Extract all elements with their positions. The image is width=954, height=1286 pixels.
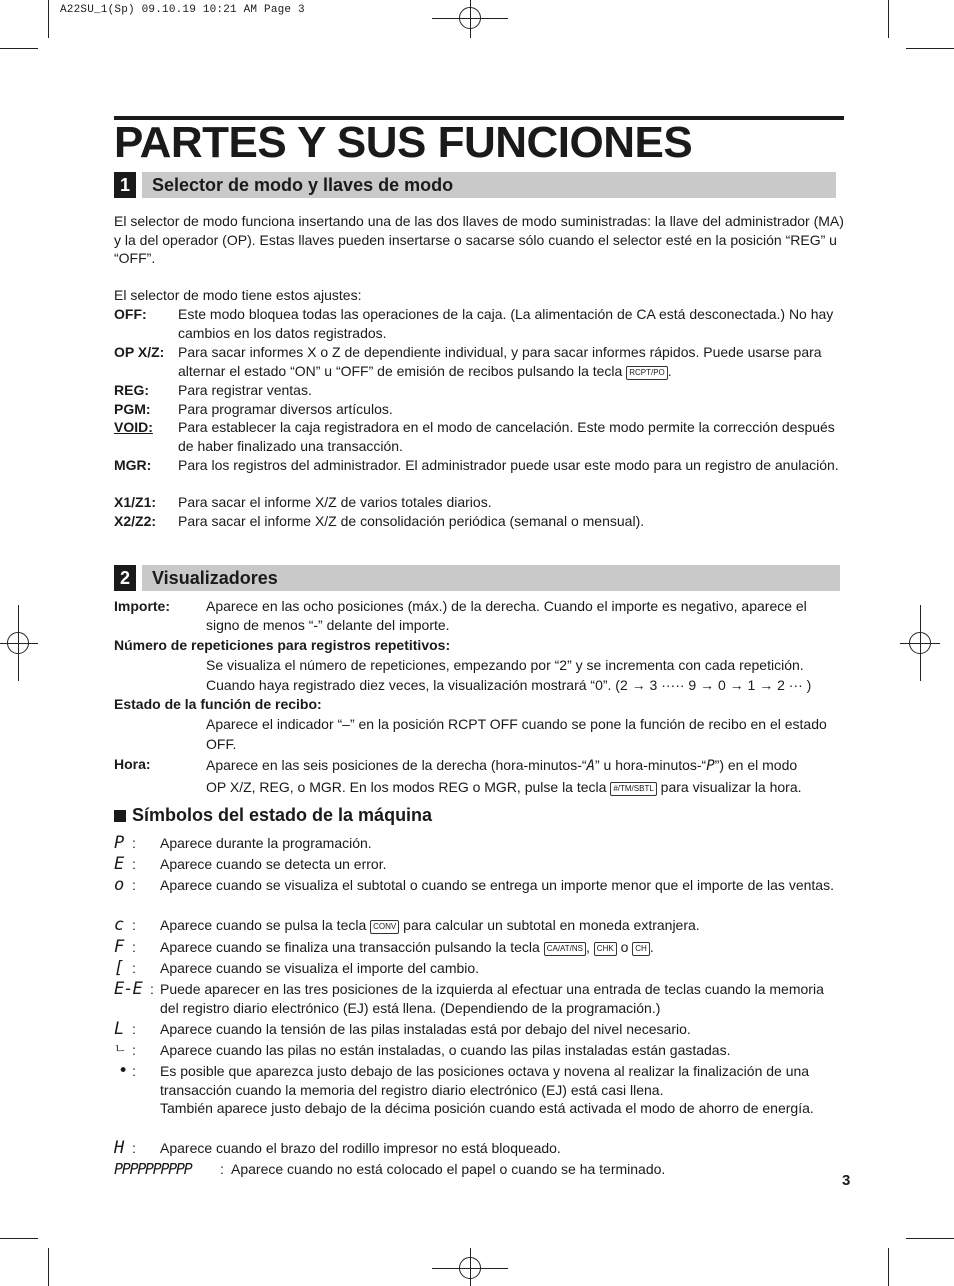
section-1-intro — [114, 212, 846, 268]
symbol-glyph: L — [114, 1019, 125, 1039]
page-title: PARTES Y SUS FUNCIONES — [114, 118, 693, 167]
mode-item-off — [114, 305, 844, 342]
receipt-label: Estado de la función de recibo: — [114, 696, 322, 712]
mode-text: Para programar diversos artículos. — [178, 401, 393, 417]
section-1-number: 1 — [114, 172, 136, 198]
symbol-glyph: [ — [114, 958, 125, 978]
symbol-glyph: c — [114, 915, 125, 935]
symbol-glyph: E-E — [114, 979, 142, 999]
importe-label: Importe: — [114, 598, 170, 614]
repeat-line-1: Se visualiza el número de repeticiones, empezando por “2” y se incrementa con cada repetición. — [206, 657, 804, 673]
mode-label: PGM: — [114, 401, 151, 417]
symbol-item: • : Es posible que aparezca justo debajo de las posiciones octava y novena al realizar la finalización de una transacción cuando la memoria del registro diario electrónico (EJ) está casi llena. También aparece justo debajo de la décima posición cuando está activada el modo de ahorro de energía. — [114, 1062, 844, 1136]
symbol-glyph: P — [114, 833, 125, 853]
importe-text: Aparece en las ocho posiciones (máx.) de la derecha. Cuando el importe es negativo, aparece el signo de menos “-” delante del importe. — [206, 598, 807, 633]
intro-paragraph: El selector de modo funciona insertando una de las dos llaves de modo suministradas: la llave del administrador (MA) y la del operador (OP). Estas llaves pueden insertarse o sacarse sólo cuando el selector esté en la posición “REG” u “OFF”. — [114, 213, 844, 266]
mode-text: Para sacar el informe X/Z de varios totales diarios. — [178, 494, 492, 510]
mode-label: X1/Z1: — [114, 494, 157, 510]
mode-text: Para registrar ventas. — [178, 382, 312, 398]
mode-label: VOID: — [114, 419, 153, 435]
symbol-glyph: • — [118, 1061, 129, 1081]
symbol-text: Aparece cuando se visualiza el subtotal o cuando se entrega un importe menor que el importe de las ventas. — [160, 877, 834, 893]
symbol-text: Aparece cuando el brazo del rodillo impresor no está bloqueado. — [160, 1140, 561, 1156]
symbol-glyph: o — [114, 875, 125, 895]
hora-symbol-a: A — [586, 758, 595, 774]
symbol-glyph: E — [114, 854, 125, 874]
tm-sbtl-key: #/TM/SBTL — [610, 782, 656, 796]
symbol-item: o : Aparece cuando se visualiza el subtotal o cuando se entrega un importe menor que el importe de las ventas. — [114, 876, 844, 913]
symbol-text: Aparece cuando la tensión de las pilas instaladas está por debajo del nivel necesario. — [160, 1021, 691, 1037]
symbol-glyph: ㄴ — [114, 1042, 127, 1057]
repeat-label: Número de repeticiones para registros repetitivos: — [114, 637, 451, 653]
mode-text: Para sacar informes X o Z de dependiente individual, y para sacar informes rápidos. Puede usarse para alternar el estado “ON” u “OFF” de emisión de recibos pulsando la tecla RCPT/PO . — [178, 344, 822, 379]
mode-item-mgr — [114, 456, 844, 493]
section-2-number: 2 — [114, 565, 136, 591]
symbol-glyph: F — [114, 937, 125, 957]
section-2-heading: Visualizadores — [142, 565, 840, 591]
symbol-glyph: PPPPPPPPPP — [114, 1160, 192, 1178]
ch-key: CH — [632, 942, 650, 956]
mode-label: REG: — [114, 382, 149, 398]
page-number: 3 — [842, 1172, 851, 1189]
mode-label: OFF: — [114, 306, 147, 322]
square-bullet-icon — [114, 810, 126, 822]
mode-label: MGR: — [114, 457, 152, 473]
ca-at-ns-key: CA/AT/NS — [544, 942, 586, 956]
symbol-text: Aparece cuando se visualiza el importe del cambio. — [160, 960, 480, 976]
repeat-text — [206, 656, 846, 695]
symbol-text: Aparece cuando no está colocado el papel o cuando se ha terminado. — [231, 1161, 666, 1177]
print-slug: A22SU_1(Sp) 09.10.19 10:21 AM Page 3 — [60, 4, 305, 16]
mode-text: Para sacar el informe X/Z de consolidación periódica (semanal o mensual). — [178, 513, 645, 529]
symbols-heading: Símbolos del estado de la máquina — [114, 805, 432, 826]
mode-item-void — [114, 418, 844, 455]
symbol-text: Puede aparecer en las tres posiciones de la izquierda al efectuar una entrada de teclas cuando la memoria del registro diario electrónico (EJ) está llena. (Dependiendo de la programación.) — [160, 981, 824, 1016]
symbol-text: Es posible que aparezca justo debajo de las posiciones octava y novena al realizar la finalización de una transacción cuando la memoria del registro diario electrónico (EJ) está casi llena. También aparece justo debajo de la décima posición cuando está activada el modo de ahorro de energía. — [160, 1063, 814, 1116]
chk-key: CHK — [594, 942, 617, 956]
mode-text: Para los registros del administrador. El administrador puede usar este modo para un registro de anulación. — [178, 457, 839, 473]
mode-label: X2/Z2: — [114, 513, 157, 529]
symbol-text: Aparece cuando las pilas no están instaladas, o cuando las pilas instaladas están gastadas. — [160, 1042, 731, 1058]
hora-label: Hora: — [114, 756, 151, 772]
symbol-glyph: H — [114, 1138, 125, 1158]
symbol-text: Aparece durante la programación. — [160, 835, 372, 851]
mode-text: Este modo bloquea todas las operaciones de la caja. (La alimentación de CA está desconectada.) No hay cambios en los datos registrados. — [178, 306, 834, 341]
symbol-text: Aparece cuando se pulsa la tecla CONV para calcular un subtotal en moneda extranjera. — [160, 917, 700, 933]
hora-symbol-p: P — [706, 758, 715, 774]
repeat-line-2: Cuando haya registrado diez veces, la visualización mostrará “0”. (2 → 3 ····· 9 → 0 → 1 → 2 ··· ) — [206, 676, 812, 693]
display-hora — [114, 755, 844, 797]
conv-key: CONV — [370, 920, 399, 934]
display-importe — [114, 597, 844, 634]
hora-text: Aparece en las seis posiciones de la derecha (hora-minutos-“A” u hora-minutos-“P”) en el modo OP X/Z, REG, o MGR. En los modos REG o MGR, pulse la tecla #/TM/SBTL para visualizar la hora. — [206, 757, 802, 795]
rcpt-po-key: RCPT/PO — [626, 366, 668, 380]
mode-item-opxz — [114, 343, 844, 380]
symbol-text: Aparece cuando se finaliza una transacción pulsando la tecla CA/AT/NS , CHK o CH . — [160, 939, 654, 955]
symbol-item: E-E : Puede aparecer en las tres posiciones de la izquierda al efectuar una entrada de teclas cuando la memoria del registro diario electrónico (EJ) está llena. (Dependiendo de la programación.) — [114, 980, 844, 1017]
mode-label: OP X/Z: — [114, 344, 165, 360]
mode-text: Para establecer la caja registradora en el modo de cancelación. Este modo permite la corrección después de haber finalizado una transacción. — [178, 419, 835, 454]
section-1-heading: Selector de modo y llaves de modo — [142, 172, 836, 198]
settings-intro: El selector de modo tiene estos ajustes: — [114, 287, 362, 303]
receipt-text: Aparece el indicador “–” en la posición RCPT OFF cuando se pone la función de recibo en el estado OFF. — [206, 716, 827, 752]
symbol-text: Aparece cuando se detecta un error. — [160, 856, 387, 872]
